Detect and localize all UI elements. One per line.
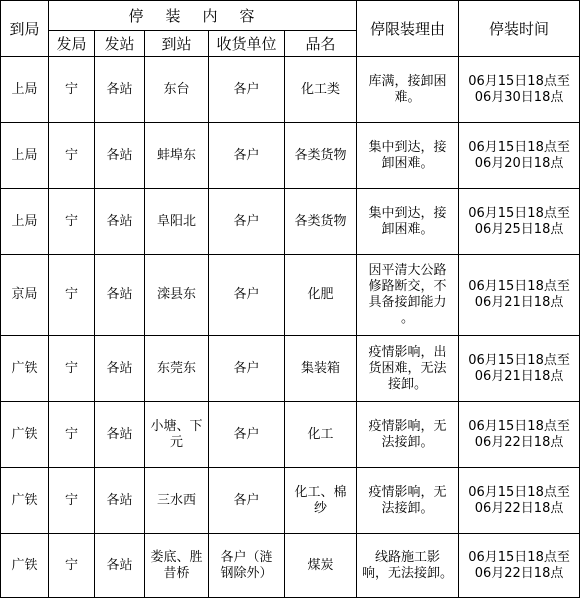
cell-to-station: 娄底、胜 昔桥 <box>145 534 209 598</box>
cell-from-station: 各站 <box>95 189 145 255</box>
table-row <box>1 534 580 598</box>
cell-consignee: 各户 <box>209 336 285 402</box>
cell-from-station: 各站 <box>95 534 145 598</box>
table-row <box>1 468 580 534</box>
cell-from-bureau: 宁 <box>49 255 95 336</box>
cell-from-station: 各站 <box>95 57 145 123</box>
cell-from-station: 各站 <box>95 123 145 189</box>
header-period: 停装时间 <box>459 1 580 57</box>
cell-to-bureau: 上局 <box>1 189 49 255</box>
cell-consignee: 各户 <box>209 189 285 255</box>
cell-to-bureau: 上局 <box>1 57 49 123</box>
cell-consignee: 各户 <box>209 468 285 534</box>
table-row <box>1 255 580 336</box>
table-row <box>1 336 580 402</box>
cell-period: 06月15日18点至 06月22日18点 <box>459 468 580 534</box>
cell-to-station: 东莞东 <box>145 336 209 402</box>
cell-to-station: 滦县东 <box>145 255 209 336</box>
cell-to-bureau: 广铁 <box>1 534 49 598</box>
cell-period: 06月15日18点至 06月30日18点 <box>459 57 580 123</box>
cell-from-bureau: 宁 <box>49 336 95 402</box>
cell-to-station: 三水西 <box>145 468 209 534</box>
table-row <box>1 402 580 468</box>
cell-from-bureau: 宁 <box>49 57 95 123</box>
cell-reason: 库满，接卸困 难。 <box>357 57 459 123</box>
cell-consignee: 各户（涟 钢除外） <box>209 534 285 598</box>
cell-reason: 线路施工影 响，无法接卸。 <box>357 534 459 598</box>
cell-to-bureau: 广铁 <box>1 468 49 534</box>
header-from-station: 发站 <box>95 31 145 57</box>
header-from-bureau: 发局 <box>49 31 95 57</box>
cell-from-bureau: 宁 <box>49 534 95 598</box>
header-to-station: 到站 <box>145 31 209 57</box>
cell-commodity: 化工、棉 纱 <box>285 468 357 534</box>
cell-period: 06月15日18点至 06月22日18点 <box>459 534 580 598</box>
cell-to-station: 阜阳北 <box>145 189 209 255</box>
header-row-1 <box>1 1 580 31</box>
cell-period: 06月15日18点至 06月22日18点 <box>459 402 580 468</box>
cell-from-bureau: 宁 <box>49 468 95 534</box>
cell-period: 06月15日18点至 06月21日18点 <box>459 255 580 336</box>
cell-consignee: 各户 <box>209 402 285 468</box>
cell-period: 06月15日18点至 06月25日18点 <box>459 189 580 255</box>
table-row <box>1 189 580 255</box>
header-reason: 停限装理由 <box>357 1 459 57</box>
cell-reason: 疫情影响，无 法接卸。 <box>357 468 459 534</box>
cell-consignee: 各户 <box>209 255 285 336</box>
table-row <box>1 57 580 123</box>
cell-commodity: 化工类 <box>285 57 357 123</box>
cell-to-station: 东台 <box>145 57 209 123</box>
cell-to-bureau: 上局 <box>1 123 49 189</box>
cell-to-station: 小塘、下 元 <box>145 402 209 468</box>
cell-reason: 集中到达，接 卸困难。 <box>357 189 459 255</box>
cell-to-station: 蚌埠东 <box>145 123 209 189</box>
table-row <box>1 123 580 189</box>
cell-commodity: 煤炭 <box>285 534 357 598</box>
cell-from-station: 各站 <box>95 468 145 534</box>
cell-commodity: 各类货物 <box>285 189 357 255</box>
cell-commodity: 化工 <box>285 402 357 468</box>
cell-commodity: 化肥 <box>285 255 357 336</box>
cell-consignee: 各户 <box>209 123 285 189</box>
header-stop-loading-content: 停装内容 <box>49 1 357 31</box>
cell-to-bureau: 广铁 <box>1 336 49 402</box>
cell-period: 06月15日18点至 06月21日18点 <box>459 336 580 402</box>
cell-reason: 集中到达，接 卸困难。 <box>357 123 459 189</box>
cell-to-bureau: 京局 <box>1 255 49 336</box>
cell-commodity: 各类货物 <box>285 123 357 189</box>
cell-from-station: 各站 <box>95 255 145 336</box>
cell-from-bureau: 宁 <box>49 123 95 189</box>
header-commodity: 品名 <box>285 31 357 57</box>
cell-commodity: 集装箱 <box>285 336 357 402</box>
cell-from-bureau: 宁 <box>49 402 95 468</box>
header-to-bureau: 到局 <box>1 1 49 57</box>
cell-from-station: 各站 <box>95 402 145 468</box>
cell-period: 06月15日18点至 06月20日18点 <box>459 123 580 189</box>
cell-reason: 因平清大公路 修路断交，不 具备接卸能力 。 <box>357 255 459 336</box>
cell-reason: 疫情影响，出 货困难，无法 接卸。 <box>357 336 459 402</box>
cell-from-station: 各站 <box>95 336 145 402</box>
cell-to-bureau: 广铁 <box>1 402 49 468</box>
cell-reason: 疫情影响，无 法接卸。 <box>357 402 459 468</box>
cell-from-bureau: 宁 <box>49 189 95 255</box>
header-consignee: 收货单位 <box>209 31 285 57</box>
cell-consignee: 各户 <box>209 57 285 123</box>
